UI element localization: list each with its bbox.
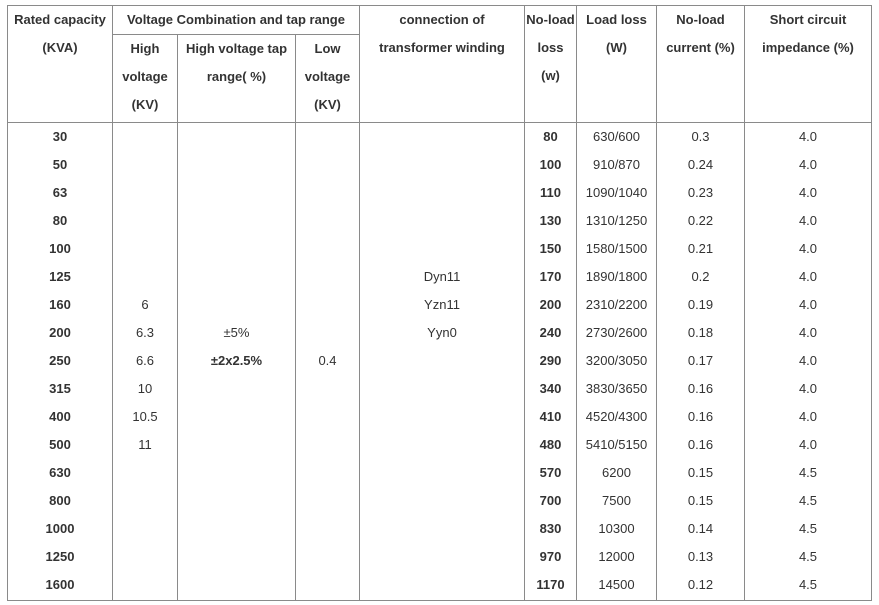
impedance-value: 4.5 xyxy=(798,521,818,536)
tap-range-value: ±2x2.5% xyxy=(210,353,263,368)
impedance-value: 4.0 xyxy=(798,353,818,368)
no-load-loss-value: 130 xyxy=(539,213,562,228)
no-load-loss-value: 970 xyxy=(539,549,562,564)
impedance-value: 4.0 xyxy=(798,269,818,284)
header-high-voltage: High voltage (KV) xyxy=(113,35,178,123)
rated-capacity-value: 200 xyxy=(49,325,71,340)
no-load-current-value: 0.12 xyxy=(687,577,714,592)
impedance-value: 4.0 xyxy=(798,185,818,200)
tap-range-column xyxy=(178,123,296,601)
no-load-loss-value: 410 xyxy=(539,409,562,424)
no-load-loss-value: 290 xyxy=(539,353,562,368)
no-load-current-value: 0.16 xyxy=(687,437,714,452)
header-voltage-combination: Voltage Combination and tap range xyxy=(113,6,360,35)
no-load-current-value: 0.23 xyxy=(687,185,714,200)
load-loss-value: 6200 xyxy=(602,465,631,480)
no-load-loss-value: 570 xyxy=(539,465,562,480)
load-loss-value: 7500 xyxy=(602,493,631,508)
rated-capacity-value: 1600 xyxy=(45,577,75,592)
rated-capacity-value: 630 xyxy=(49,465,71,480)
connection-column xyxy=(360,123,525,601)
no-load-loss-value: 150 xyxy=(539,241,562,256)
no-load-loss-value: 200 xyxy=(539,297,562,312)
impedance-value: 4.5 xyxy=(798,493,818,508)
load-loss-value: 1310/1250 xyxy=(585,213,648,228)
impedance-value: 4.0 xyxy=(798,325,818,340)
no-load-current-value: 0.22 xyxy=(687,213,714,228)
connection-value: Dyn11 xyxy=(423,269,461,284)
no-load-loss-value: 110 xyxy=(540,185,561,200)
header-no-load-current: No-load current (%) xyxy=(657,6,745,123)
rated-capacity-value: 80 xyxy=(52,213,68,228)
high-voltage-value: 6 xyxy=(141,297,149,312)
header-impedance: Short circuit impedance (%) xyxy=(745,6,872,123)
header-no-load-loss: No-load loss (w) xyxy=(525,6,577,123)
no-load-current-value: 0.13 xyxy=(687,549,714,564)
load-loss-value: 910/870 xyxy=(593,157,640,172)
load-loss-value: 10300 xyxy=(598,521,635,536)
tap-range-value: ±5% xyxy=(223,325,250,340)
rated-capacity-value: 400 xyxy=(49,409,71,424)
rated-capacity-value: 315 xyxy=(49,381,71,396)
load-loss-value: 14500 xyxy=(598,577,635,592)
no-load-loss-value: 240 xyxy=(539,325,562,340)
load-loss-column xyxy=(577,123,657,601)
no-load-current-value: 0.18 xyxy=(687,325,714,340)
no-load-loss-value: 340 xyxy=(539,381,562,396)
no-load-loss-value: 480 xyxy=(539,437,562,452)
impedance-value: 4.0 xyxy=(798,129,818,144)
load-loss-value: 3200/3050 xyxy=(585,353,648,368)
no-load-current-value: 0.3 xyxy=(691,129,710,144)
impedance-value: 4.0 xyxy=(798,297,818,312)
no-load-current-value: 0.14 xyxy=(687,521,714,536)
header-low-voltage: Low voltage (KV) xyxy=(296,35,360,123)
no-load-current-value: 0.21 xyxy=(687,241,714,256)
no-load-loss-value: 80 xyxy=(543,129,558,144)
high-voltage-value: 10.5 xyxy=(132,409,158,424)
no-load-loss-value: 1170 xyxy=(536,577,565,592)
connection-value: Yzn11 xyxy=(424,297,460,312)
header-tap-range: High voltage tap range( %) xyxy=(178,35,296,123)
impedance-value: 4.0 xyxy=(798,157,818,172)
rated-capacity-value: 100 xyxy=(49,241,71,256)
high-voltage-value: 10 xyxy=(137,381,153,396)
high-voltage-column xyxy=(113,123,178,601)
low-voltage-value: 0.4 xyxy=(318,353,337,368)
impedance-value: 4.0 xyxy=(798,241,818,256)
load-loss-value: 2730/2600 xyxy=(585,325,648,340)
load-loss-value: 630/600 xyxy=(593,129,640,144)
load-loss-value: 3830/3650 xyxy=(585,381,648,396)
rated-capacity-value: 1000 xyxy=(45,521,75,536)
impedance-value: 4.0 xyxy=(798,213,818,228)
impedance-value: 4.5 xyxy=(798,465,818,480)
no-load-loss-value: 170 xyxy=(539,269,562,284)
load-loss-value: 1580/1500 xyxy=(585,241,648,256)
rated-capacity-value: 63 xyxy=(52,185,68,200)
header-connection: connection of transformer winding xyxy=(360,6,525,123)
load-loss-value: 2310/2200 xyxy=(585,297,648,312)
impedance-value: 4.5 xyxy=(798,549,818,564)
transformer-spec-table xyxy=(7,5,872,601)
rated-capacity-value: 50 xyxy=(52,157,68,172)
load-loss-value: 4520/4300 xyxy=(585,409,648,424)
load-loss-value: 1090/1040 xyxy=(585,185,648,200)
high-voltage-value: 6.6 xyxy=(135,353,155,368)
rated-capacity-value: 500 xyxy=(49,437,71,452)
no-load-loss-value: 100 xyxy=(539,157,562,172)
no-load-current-value: 0.15 xyxy=(687,465,714,480)
impedance-value: 4.5 xyxy=(798,577,818,592)
rated-capacity-value: 1250 xyxy=(45,549,75,564)
header-rated-capacity: Rated capacity (KVA) xyxy=(8,6,113,123)
impedance-column xyxy=(745,123,872,601)
low-voltage-column xyxy=(296,123,360,601)
high-voltage-value: 6.3 xyxy=(135,325,155,340)
header-load-loss: Load loss (W) xyxy=(577,6,657,123)
load-loss-value: 1890/1800 xyxy=(585,269,648,284)
load-loss-value: 12000 xyxy=(598,549,635,564)
high-voltage-value: 11 xyxy=(138,437,152,452)
rated-capacity-value: 125 xyxy=(49,269,71,284)
no-load-current-value: 0.16 xyxy=(687,409,714,424)
no-load-loss-value: 830 xyxy=(539,521,562,536)
impedance-value: 4.0 xyxy=(798,381,818,396)
rated-capacity-value: 30 xyxy=(52,129,68,144)
rated-capacity-value: 160 xyxy=(49,297,71,312)
no-load-loss-column xyxy=(525,123,577,601)
rated-capacity-column xyxy=(8,123,113,601)
no-load-current-column xyxy=(657,123,745,601)
no-load-current-value: 0.19 xyxy=(687,297,714,312)
impedance-value: 4.0 xyxy=(798,409,818,424)
spec-table-container xyxy=(7,5,872,601)
impedance-value: 4.0 xyxy=(798,437,818,452)
no-load-current-value: 0.17 xyxy=(687,353,714,368)
no-load-current-value: 0.24 xyxy=(687,157,714,172)
no-load-current-value: 0.15 xyxy=(687,493,714,508)
no-load-loss-value: 700 xyxy=(539,493,562,508)
connection-value: Yyn0 xyxy=(427,325,457,340)
no-load-current-value: 0.2 xyxy=(691,269,710,284)
rated-capacity-value: 250 xyxy=(49,353,71,368)
no-load-current-value: 0.16 xyxy=(687,381,714,396)
rated-capacity-value: 800 xyxy=(49,493,71,508)
load-loss-value: 5410/5150 xyxy=(585,437,648,452)
